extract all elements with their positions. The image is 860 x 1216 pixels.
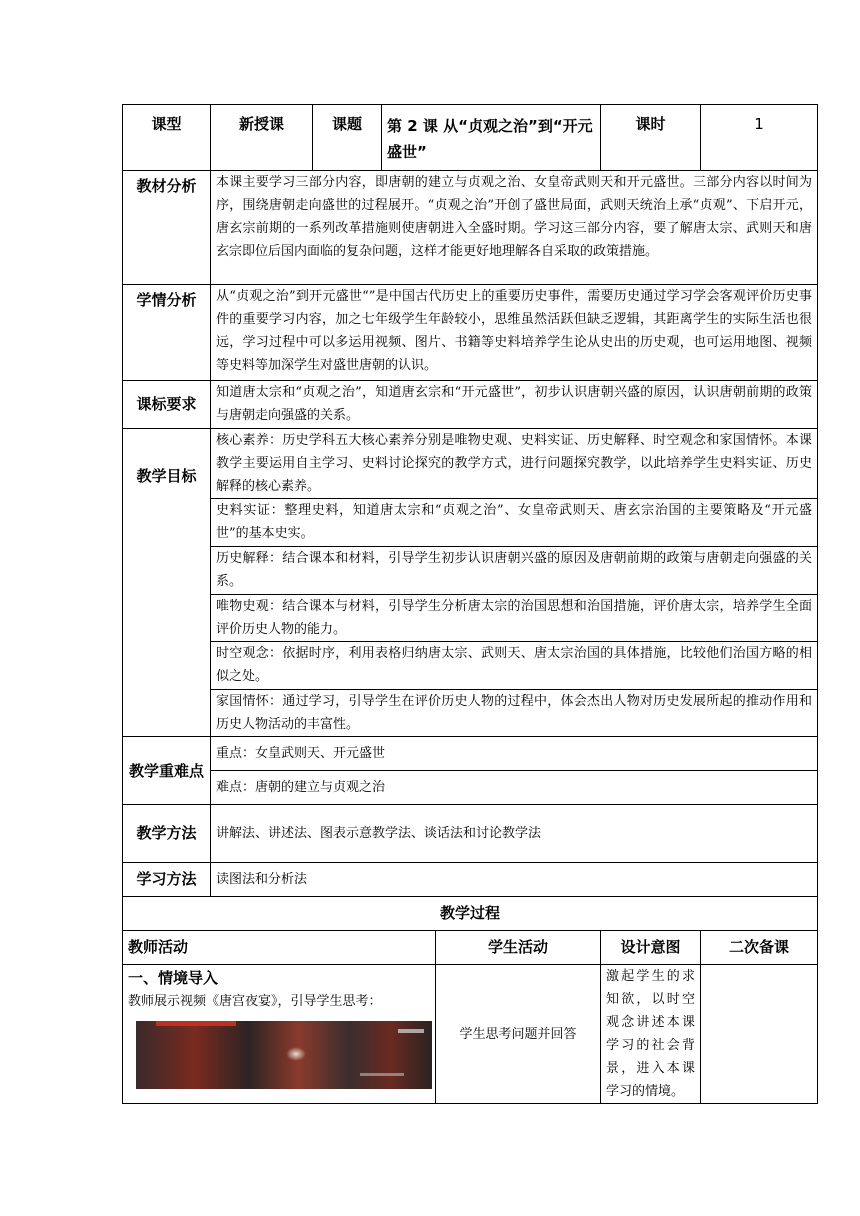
objective-row bbox=[123, 429, 818, 499]
objective-row bbox=[123, 547, 818, 595]
teaching-method-label: 教学方法 bbox=[123, 805, 211, 863]
objective-item: 历史解释：结合课本和材料，引导学生初步认识唐朝兴盛的原因及唐朝前期的政策与唐朝走向强盛的关系。 bbox=[211, 547, 818, 595]
student-analysis-row bbox=[123, 285, 818, 381]
process-title: 教学过程 bbox=[123, 897, 818, 931]
learning-method-label: 学习方法 bbox=[123, 863, 211, 897]
type-value: 新授课 bbox=[211, 105, 313, 171]
standard-text: 知道唐太宗和“贞观之治”，知道唐玄宗和“开元盛世”，初步认识唐朝兴盛的原因，认识唐朝前期的政策与唐朝走向强盛的关系。 bbox=[211, 381, 818, 429]
teaching-method-text: 讲解法、讲述法、图表示意教学法、谈话法和讨论教学法 bbox=[211, 805, 818, 863]
hours-label: 课时 bbox=[601, 105, 701, 171]
objective-item: 家国情怀：通过学习，引导学生在评价历史人物的过程中，体会杰出人物对历史发展所起的推动作用和历史人物活动的丰富性。 bbox=[211, 690, 818, 737]
type-label: 课型 bbox=[123, 105, 211, 171]
standard-label: 课标要求 bbox=[123, 381, 211, 429]
col-student-activity: 学生活动 bbox=[436, 931, 601, 965]
learning-method-row bbox=[123, 863, 818, 897]
textbook-analysis-row bbox=[123, 171, 818, 285]
objective-item: 核心素养：历史学科五大核心素养分别是唯物史观、史料实证、历史解释、时空观念和家国情怀。本课教学主要运用自主学习、史料讨论探究的教学方式，进行问题探究教学，以此培养学生史料实证、历史解释的核心素养。 bbox=[211, 429, 818, 499]
objectives-label: 教学目标 bbox=[123, 429, 211, 737]
student-activity-text: 学生思考问题并回答 bbox=[436, 965, 601, 1104]
col-design-intent: 设计意图 bbox=[601, 931, 701, 965]
objective-item: 史料实证：整理史料，知道唐太宗和“贞观之治”、女皇帝武则天、唐玄宗治国的主要策略及“开元盛世”的基本史实。 bbox=[211, 499, 818, 547]
video-still-image bbox=[136, 1021, 432, 1089]
header-row bbox=[123, 105, 818, 171]
lesson-plan-table bbox=[122, 104, 818, 1104]
col-teacher-activity: 教师活动 bbox=[123, 931, 436, 965]
lesson-plan bbox=[122, 104, 817, 1104]
key-points-label: 教学重难点 bbox=[123, 737, 211, 805]
objective-row bbox=[123, 595, 818, 642]
col-second-prep: 二次备课 bbox=[701, 931, 818, 965]
key-difficulty-text: 难点：唐朝的建立与贞观之治 bbox=[211, 771, 818, 805]
teacher-activity-cell bbox=[123, 965, 436, 1104]
process-title-row bbox=[123, 897, 818, 931]
topic-label: 课题 bbox=[313, 105, 382, 171]
standard-row bbox=[123, 381, 818, 429]
textbook-analysis-text: 本课主要学习三部分内容，即唐朝的建立与贞观之治、女皇帝武则天和开元盛世。三部分内容以时间为序，围绕唐朝走向盛世的过程展开。“贞观之治”开创了盛世局面，武则天统治上承“贞观”、下启开元，唐玄宗前期的一系列改革措施则使唐朝进入全盛时期。学习这三部分内容，要了解唐太宗、武则天和唐玄宗即位后国内面临的复杂问题，这样才能更好地理解各自采取的政策措施。 bbox=[211, 171, 818, 285]
hours-value: 1 bbox=[701, 105, 818, 171]
learning-method-text: 读图法和分析法 bbox=[211, 863, 818, 897]
student-analysis-text: 从“贞观之治”到开元盛世“”是中国古代历史上的重要历史事件，需要历史通过学习学会客观评价历史事件的重要学习内容，加之七年级学生年龄较小，思维虽然活跃但缺乏逻辑，其距离学生的实际生活也很远，学习过程中可以多运用视频、图片、书籍等史料培养学生论从史出的历史观，也可运用地图、视频等史料等加深学生对盛世唐朝的认识。 bbox=[211, 285, 818, 381]
design-intent-text: 激起学生的求知欲，以时空观念讲述本课学习的社会背景，进入本课学习的情境。 bbox=[601, 965, 701, 1104]
teaching-method-row bbox=[123, 805, 818, 863]
textbook-analysis-label: 教材分析 bbox=[123, 171, 211, 285]
key-points-row bbox=[123, 771, 818, 805]
objective-row bbox=[123, 642, 818, 690]
objective-row bbox=[123, 690, 818, 737]
second-prep-cell bbox=[701, 965, 818, 1104]
objective-row bbox=[123, 499, 818, 547]
key-focus-text: 重点：女皇武则天、开元盛世 bbox=[211, 737, 818, 771]
process-row bbox=[123, 965, 818, 1104]
process-header-row bbox=[123, 931, 818, 965]
topic-value: 第 2 课 从“贞观之治”到“开元盛世” bbox=[382, 105, 601, 171]
section-title: 一、情境导入 bbox=[128, 969, 219, 987]
key-points-row bbox=[123, 737, 818, 771]
teacher-activity-text: 教师展示视频《唐宫夜宴》，引导学生思考： bbox=[128, 994, 382, 1009]
student-analysis-label: 学情分析 bbox=[123, 285, 211, 381]
objective-item: 唯物史观：结合课本与材料，引导学生分析唐太宗的治国思想和治国措施，评价唐太宗，培养学生全面评价历史人物的能力。 bbox=[211, 595, 818, 642]
objective-item: 时空观念：依据时序，利用表格归纳唐太宗、武则天、唐太宗治国的具体措施，比较他们治国方略的相似之处。 bbox=[211, 642, 818, 690]
